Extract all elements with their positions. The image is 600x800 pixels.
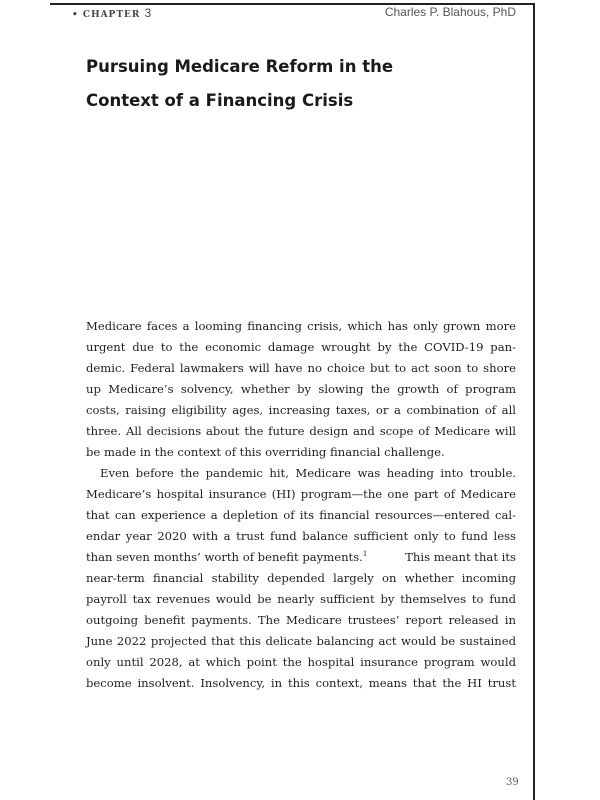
body-line: only until 2028, at which point the hospital insurance program would — [86, 655, 516, 669]
body-line: become insolvent. Insolvency, in this context, means that the HI trust — [86, 676, 516, 690]
running-header-chapter — [72, 6, 151, 20]
body-line: near-term financial stability depended largely on whether incoming — [86, 571, 516, 585]
body-line: June 2022 projected that this delicate balancing act would be sustained — [86, 634, 516, 648]
body-line: Even before the pandemic hit, Medicare was heading into trouble. — [100, 466, 516, 480]
body-line-tail: This meant that its — [405, 550, 516, 564]
body-line: costs, raising eligibility ages, increasing taxes, or a combination of all — [86, 403, 516, 417]
body-line: that can experience a depletion of its financial resources—entered cal- — [86, 508, 516, 522]
body-line: up Medicare’s solvency, whether by slowing the growth of program — [86, 382, 516, 396]
body-line: endar year 2020 with a trust fund balance sufficient only to fund less — [86, 529, 516, 543]
running-header-author: Charles P. Blahous, PhD — [384, 5, 516, 19]
chapter-title-line-1: Pursuing Medicare Reform in the — [86, 57, 394, 76]
body-line: payroll tax revenues would be nearly sufficient by themselves to fund — [86, 592, 516, 606]
page-right-border — [533, 3, 535, 800]
chapter-title — [86, 50, 393, 118]
body-line-head: than seven months’ worth of benefit payments. — [86, 550, 363, 564]
chapter-title-line-2: Context of a Financing Crisis — [86, 91, 354, 110]
body-line: outgoing benefit payments. The Medicare trustees’ report released in — [86, 613, 516, 627]
chapter-number: 3 — [144, 6, 152, 20]
body-line: demic. Federal lawmakers will have no choice but to act soon to shore — [86, 361, 516, 375]
page-number: 39 — [506, 777, 519, 788]
body-line: Medicare’s hospital insurance (HI) program—the one part of Medicare — [86, 487, 516, 501]
bullet: • — [72, 10, 79, 20]
footnote-ref[interactable]: 1 — [362, 550, 368, 559]
body-line-text — [86, 547, 367, 568]
body-line: be made in the context of this overriding financial challenge. — [86, 445, 445, 459]
body-line — [86, 547, 516, 568]
body-line: three. All decisions about the future design and scope of Medicare will — [86, 424, 516, 438]
body-line: Medicare faces a looming financing crisis, which has only grown more — [86, 319, 516, 333]
body-text — [86, 316, 516, 694]
body-line: urgent due to the economic damage wrought by the COVID-19 pan- — [86, 340, 516, 354]
chapter-label: CHAPTER — [82, 10, 141, 20]
